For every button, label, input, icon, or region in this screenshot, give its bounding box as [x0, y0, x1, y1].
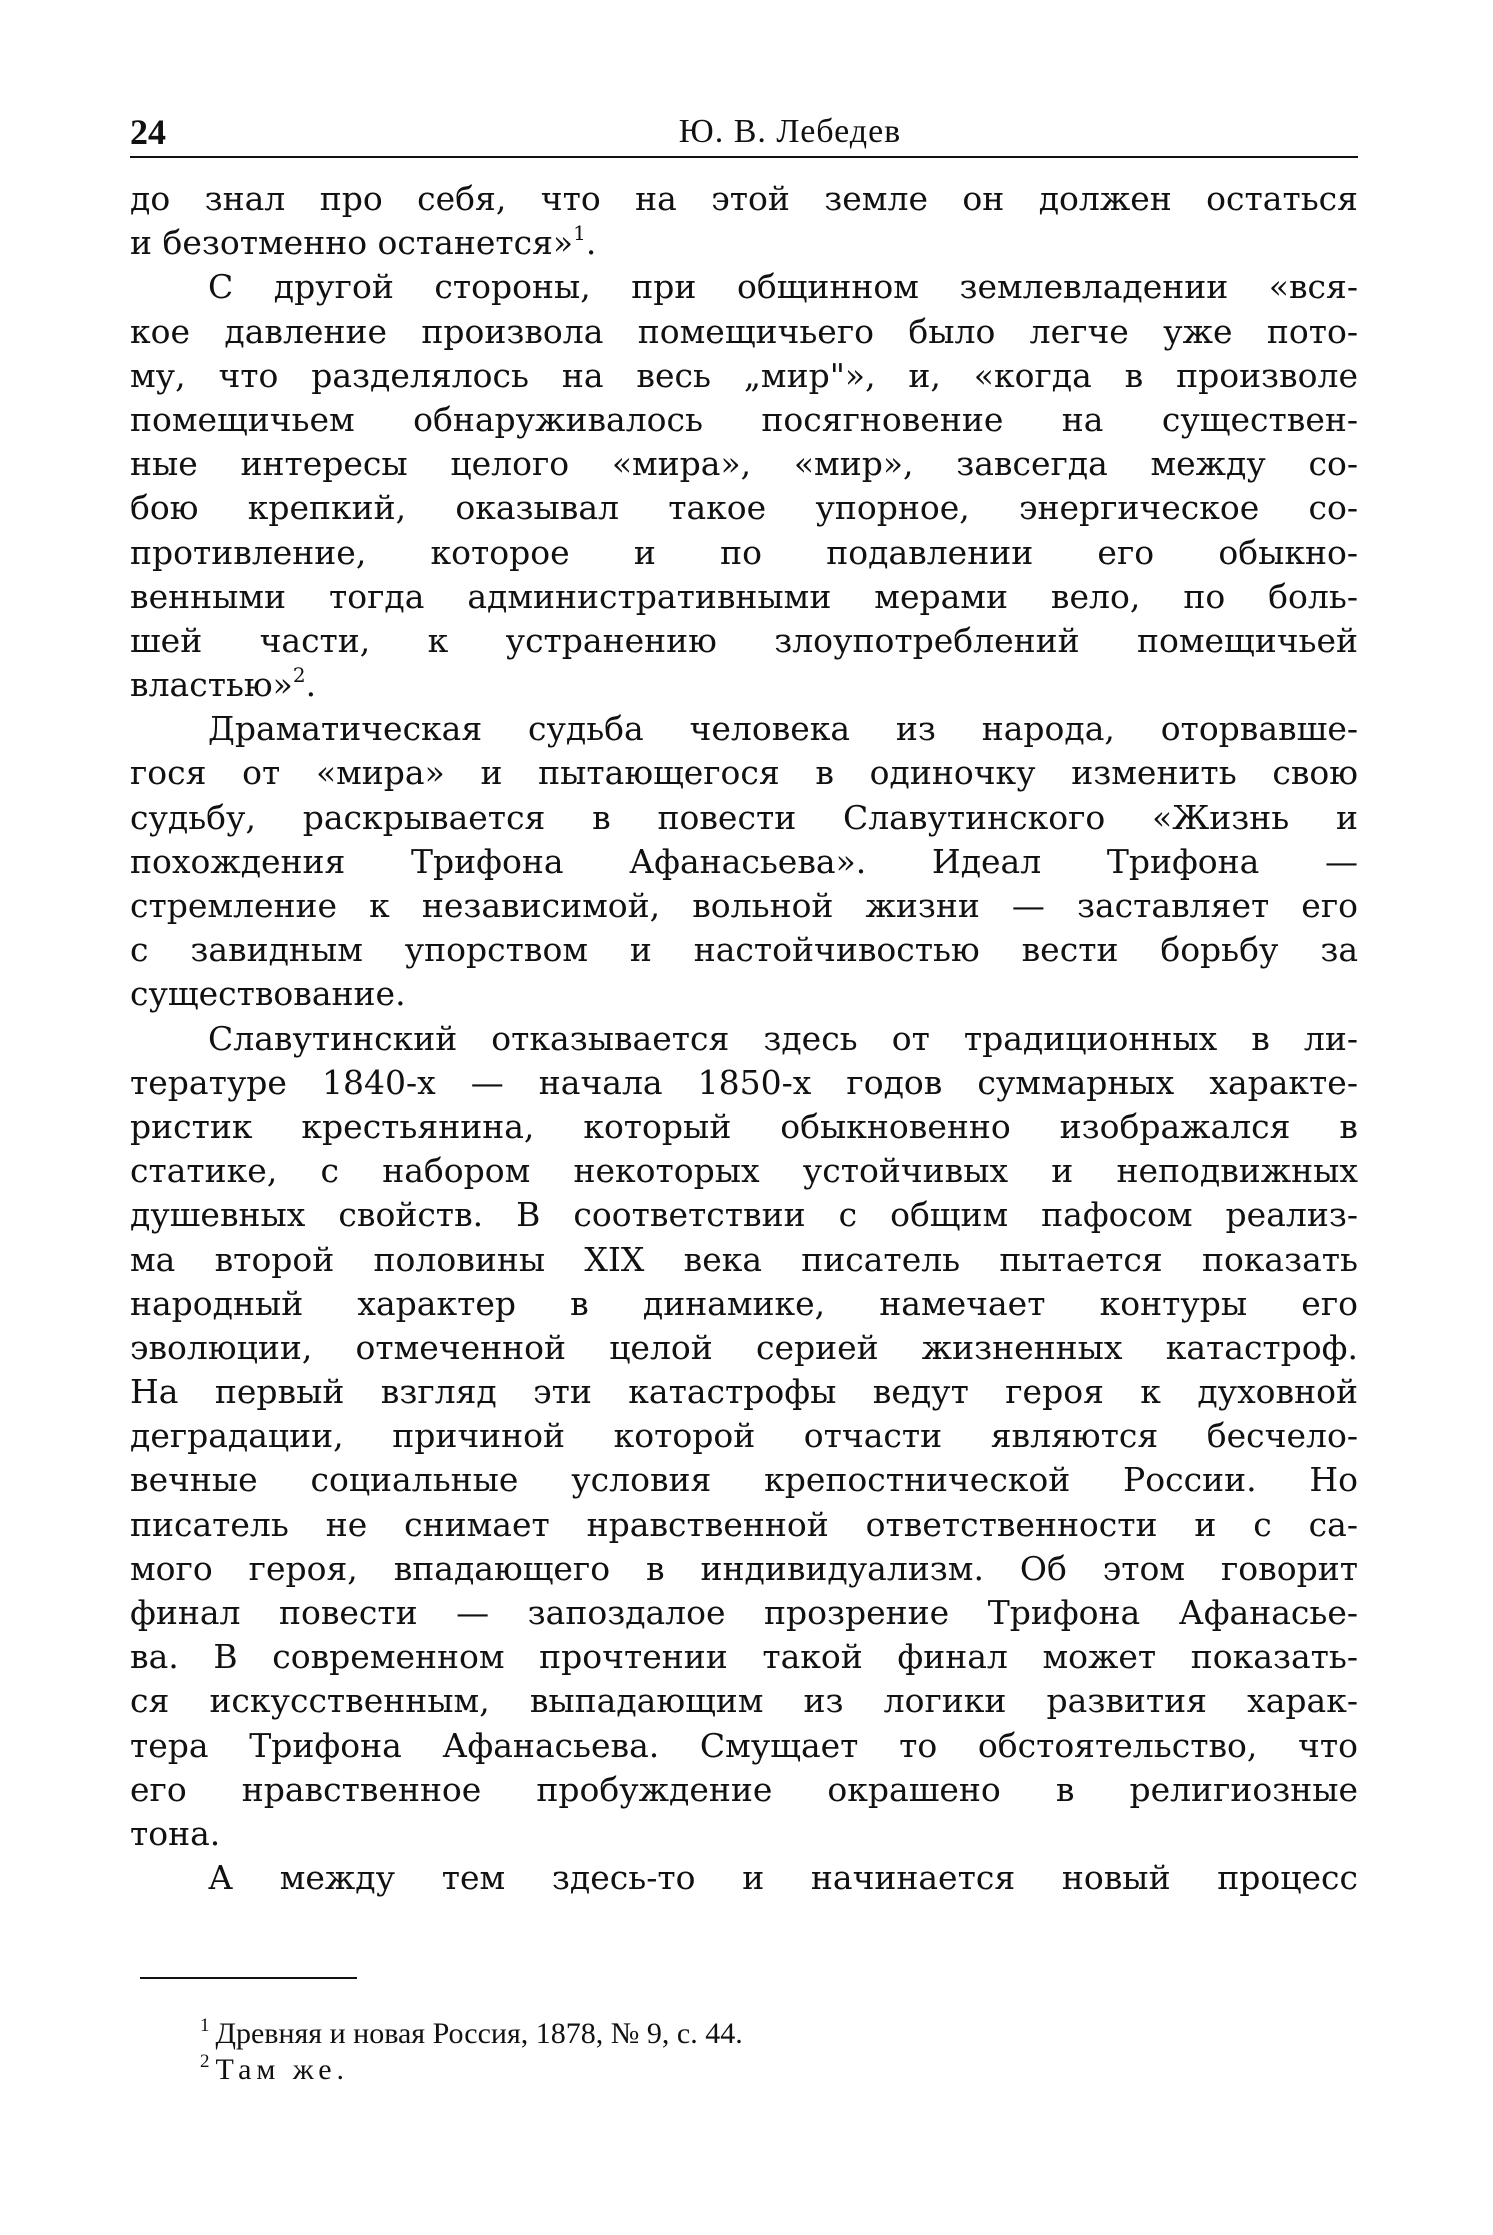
text-line: душевных свойств. В соответствии с общим пафосом реализ-: [130, 1195, 1358, 1235]
text-line: судьбу, раскрывается в повести Славутинского «Жизнь и: [130, 797, 1358, 837]
text-line: народный характер в динамике, намечает контуры его: [130, 1283, 1358, 1323]
text-line: финал повести — запоздалое прозрение Трифона Афанасье-: [130, 1593, 1358, 1632]
header-rule: [130, 156, 1358, 158]
text-line: му, что разделялось на весь „мир"», и, «когда в произволе: [130, 355, 1358, 395]
text-line-content: властью»: [130, 665, 293, 705]
text-line: ва. В современном прочтении такой финал может показать-: [130, 1637, 1358, 1677]
text-line: бою крепкий, оказывал такое упорное, энергическое со-: [130, 488, 1358, 528]
text-line: тона.: [130, 1813, 221, 1853]
text-line: вечные социальные условия крепостнической России. Но: [130, 1460, 1358, 1500]
running-head: Ю. В. Лебедев: [678, 113, 902, 150]
text-line: ристик крестьянина, который обыкновенно изображался в: [130, 1106, 1358, 1146]
text-line: На первый взгляд эти катастрофы ведут героя к духовной: [130, 1372, 1358, 1412]
text-line: ся искусственным, выпадающим из логики развития харак-: [130, 1681, 1358, 1721]
text-line: похождения Трифона Афанасьева». Идеал Трифона —: [130, 841, 1358, 881]
text-line: Драматическая судьба человека из народа, оторвавше-: [208, 709, 1358, 749]
text-line: властью»$^2$.: [130, 663, 317, 705]
text-line: противление, которое и по подавлении его обыкно-: [130, 532, 1358, 572]
text-line: его нравственное пробуждение окрашено в религиозные: [130, 1769, 1358, 1809]
text-line: тера Трифона Афанасьева. Смущает то обстоятельство, что: [130, 1725, 1358, 1765]
body-text: [130, 177, 1358, 1900]
text-line: Славутинский отказывается здесь от традиционных в ли-: [208, 1018, 1358, 1058]
footnote-rule: [140, 1977, 357, 1979]
footnote-mark: 2: [200, 2051, 210, 2072]
footnote-1: [200, 2016, 1100, 2052]
text-line: и безотменно останется»$^1$.: [130, 221, 597, 263]
text-line-content: и безотменно останется»: [130, 223, 574, 263]
footnote-text: Там же.: [215, 2053, 350, 2086]
text-line: гося от «мира» и пытающегося в одиночку изменить свою: [130, 753, 1358, 793]
footnote-2: [200, 2052, 1100, 2088]
footnote-ref: 1: [573, 221, 586, 246]
footnotes: [200, 2016, 1100, 2088]
text-line: писатель не снимает нравственной ответственности и с са-: [130, 1504, 1358, 1544]
text-line: деградации, причиной которой отчасти являются бесчело-: [130, 1416, 1358, 1456]
text-line: существование.: [130, 974, 406, 1014]
text-line: эволюции, отмеченной целой серией жизненных катастроф.: [130, 1327, 1358, 1367]
text-line: венными тогда административными мерами вело, по боль-: [130, 576, 1358, 616]
text-line: ма второй половины XIX века писатель пытается показать: [130, 1239, 1358, 1279]
footnote-text: Древняя и новая Россия, 1878, № 9, с. 44.: [215, 2017, 743, 2050]
text-line: А между тем здесь-то и начинается новый процесс: [208, 1858, 1358, 1898]
text-line: кое давление произвола помещичьего было легче уже пото-: [130, 311, 1358, 351]
text-line: тературе 1840-х — начала 1850-х годов суммарных характе-: [130, 1062, 1358, 1102]
page-number: 24: [130, 112, 166, 152]
text-line: с завидным упорством и настойчивостью вести борьбу за: [130, 930, 1358, 970]
text-line: до знал про себя, что на этой земле он должен остаться: [130, 179, 1358, 218]
text-line: С другой стороны, при общинном землевладении «вся-: [208, 267, 1358, 307]
text-line: ные интересы целого «мира», «мир», завсегда между со-: [130, 444, 1358, 484]
text-line: статике, с набором некоторых устойчивых и неподвижных: [130, 1151, 1358, 1191]
text-line: мого героя, впадающего в индивидуализм. Об этом говорит: [130, 1548, 1358, 1588]
footnote-mark: 1: [200, 2015, 210, 2036]
text-line: шей части, к устранению злоупотреблений помещичьей: [130, 620, 1358, 660]
text-line: стремление к независимой, вольной жизни — заставляет его: [130, 886, 1358, 925]
text-line: помещичьем обнаруживалось посягновение на существен-: [130, 399, 1358, 439]
footnote-ref: 2: [292, 663, 306, 688]
